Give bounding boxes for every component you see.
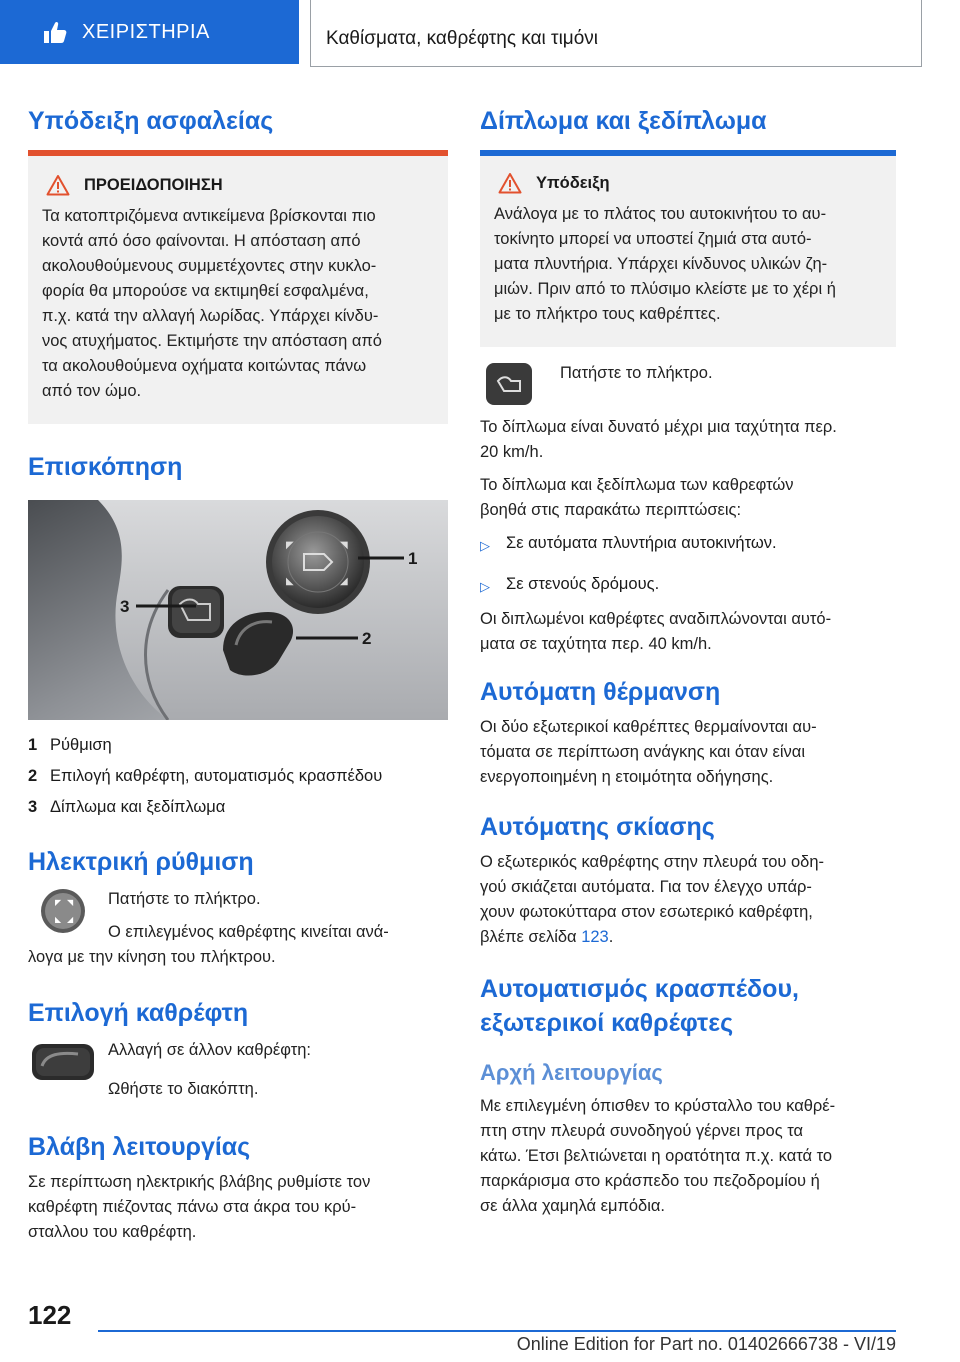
heating-text: Οι δύο εξωτερικοί καθρέπτες θερμαίνονται αυ- τόματα σε περίπτωση ανάγκης και όταν είναι ενεργοποιημένη η ετοιμότητα οδήγησης. (480, 718, 817, 786)
fold-help-text: Το δίπλωμα και ξεδίπλωμα των καθρεφτών βοηθά στις παρακάτω περιπτώσεις: (480, 476, 794, 519)
callout-3: 3 (120, 597, 130, 616)
header-divider (310, 0, 311, 66)
principle-text: Με επιλεγμένη όπισθεν το κρύσταλλο του καθρέ- πτη στην πλευρά συνοδηγού γέρνει προς τα κάτω. Έτσι βελτιώνεται η ορατότητα π.χ. κατά το παρκάρισμα στο κράσπεδο του πεζοδρομίου ή σε άλλα χαμηλά εμπόδια. (480, 1097, 836, 1215)
electric-desc-text: Ο επιλεγμένος καθρέφτης κινείται ανά- (108, 923, 389, 941)
heading-principle: Αρχή λειτουργίας (480, 1060, 663, 1085)
auto-unfold-text: Οι διπλωμένοι καθρέφτες αναδιπλώνονται αυτό- ματα σε ταχύτητα περ. 40 km/h. (480, 610, 832, 653)
edition-info: Online Edition for Part no. 01402666738 - VI/19 (516, 1334, 896, 1354)
page-reference-link[interactable]: 123 (581, 928, 609, 946)
callout-2: 2 (362, 629, 372, 648)
fold-speed-text: Το δίπλωμα είναι δυνατό μέχρι μια ταχύτητα περ. 20 km/h. (480, 418, 837, 461)
note-title: Υπόδειξη (536, 173, 610, 192)
electric-step-text: Πατήστε το πλήκτρο. (108, 890, 261, 908)
heading-auto-dimming: Αυτόματης σκίασης (480, 813, 715, 841)
section-tab-label: ΧΕΙΡΙΣΤΗΡΙΑ (82, 20, 210, 43)
heading-auto-heating: Αυτόματη θέρμανση (480, 678, 721, 706)
adjust-knob-icon (28, 887, 98, 935)
electric-desc-text-cont: λογα με την κίνηση του πλήκτρου. (28, 948, 276, 966)
warning-triangle-icon (46, 174, 70, 196)
heading-overview: Επισκόπηση (28, 453, 183, 481)
svg-text:◣: ◣ (55, 915, 62, 924)
list-item: ▷ Σε αυτόματα πλυντήρια αυτοκινήτων. (480, 531, 896, 558)
bullet-triangle-icon: ▷ (480, 579, 490, 594)
note-box (480, 156, 896, 347)
svg-text:◣: ◣ (286, 576, 294, 587)
svg-text:◢: ◢ (67, 915, 74, 924)
right-column (480, 100, 896, 1219)
svg-text:◤: ◤ (55, 898, 62, 907)
callout-1: 1 (408, 549, 418, 568)
warning-text: Τα κατοπτριζόμενα αντικείμενα βρίσκονται πιο κοντά από όσο φαίνονται. Η απόσταση από ακολουθούμενους συμμετέχοντες στην κυκλο- φορία θα μπορούσε να εκτιμηθεί εσφαλμένα, π.χ. κατά την αλλαγή λωρίδας. Υπάρχει κίνδυ- νος ατυχήματος. Εκτιμήστε την απόσταση από τα ακολουθούμενα οχήματα κοιτώντας πάνω από τον ώμο. (42, 207, 382, 400)
heading-safety-note: Υπόδειξη ασφαλείας (28, 107, 274, 135)
legend-item: 1 Ρύθμιση (28, 736, 112, 754)
mirror-switch-photo (28, 500, 448, 720)
chapter-title: Καθίσματα, καθρέφτης και τιμόνι (326, 28, 599, 49)
warning-triangle-icon (498, 172, 522, 194)
select-mirror-step: Ωθήστε το διακόπτη. (108, 1080, 259, 1098)
malfunction-text: Σε περίπτωση ηλεκτρικής βλάβης ρυθμίστε τον καθρέφτη πιέζοντας πάνω στα άκρα του κρύ- σταλλου του καθρέφτη. (28, 1173, 371, 1241)
fold-mirror-button-icon (480, 361, 550, 409)
fold-step-text: Πατήστε το πλήκτρο. (560, 364, 713, 382)
page-header (0, 0, 960, 72)
svg-text:◥: ◥ (340, 540, 348, 551)
warning-title: ΠΡΟΕΙΔΟΠΟΙΗΣΗ (84, 175, 223, 194)
bullet-triangle-icon: ▷ (480, 538, 490, 553)
dimming-text: Ο εξωτερικός καθρέφτης στην πλευρά του οδη- γού σκιάζεται αυτόματα. Για τον έλεγχο υπάρ- χουν φωτοκύτταρα στον εσωτερικό καθρέφτη, βλέπε σελίδα 123. (480, 853, 825, 946)
heading-curb-automatic: Αυτοματισμός κρασπέδου, εξωτερικοί καθρέφτες (480, 975, 799, 1037)
list-item: ▷ Σε στενούς δρόμους. (480, 572, 896, 599)
figure-legend (28, 730, 448, 823)
note-text: Ανάλογα με το πλάτος του αυτοκινήτου το αυ- τοκίνητο μπορεί να υποστεί ζημιά στα αυτό- ματα πλυντήρια. Υπάρχει κίνδυνος υλικών ζη- μιών. Πριν από το πλύσιμο κλείστε με το χέρι ή με το πλήκτρο τους καθρέπτες. (494, 205, 836, 323)
section-tab-controls[interactable] (0, 0, 299, 64)
select-mirror-text: Αλλαγή σε άλλον καθρέφτη: (108, 1041, 311, 1059)
page-number: 122 (28, 1300, 72, 1330)
heading-electric-adjustment: Ηλεκτρική ρύθμιση (28, 848, 254, 876)
warning-box (28, 156, 448, 424)
svg-text:◢: ◢ (340, 576, 348, 587)
svg-text:◤: ◤ (286, 540, 294, 551)
legend-item: 2 Επιλογή καθρέφτη, αυτοματισμός κρασπέδου (28, 767, 383, 785)
heading-fold-unfold: Δίπλωμα και ξεδίπλωμα (480, 107, 767, 135)
footer-rule (98, 1330, 896, 1332)
header-divider (921, 0, 922, 66)
legend-item: 3 Δίπλωμα και ξεδίπλωμα (28, 798, 226, 816)
hand-pointer-icon (40, 19, 68, 45)
heading-malfunction: Βλάβη λειτουργίας (28, 1133, 251, 1161)
fold-cases-list (480, 531, 896, 599)
left-column (28, 100, 448, 1245)
heading-select-mirror: Επιλογή καθρέφτη (28, 999, 249, 1027)
svg-text:◥: ◥ (67, 898, 74, 907)
mirror-selector-switch-icon (28, 1038, 98, 1086)
header-underline (310, 66, 922, 67)
